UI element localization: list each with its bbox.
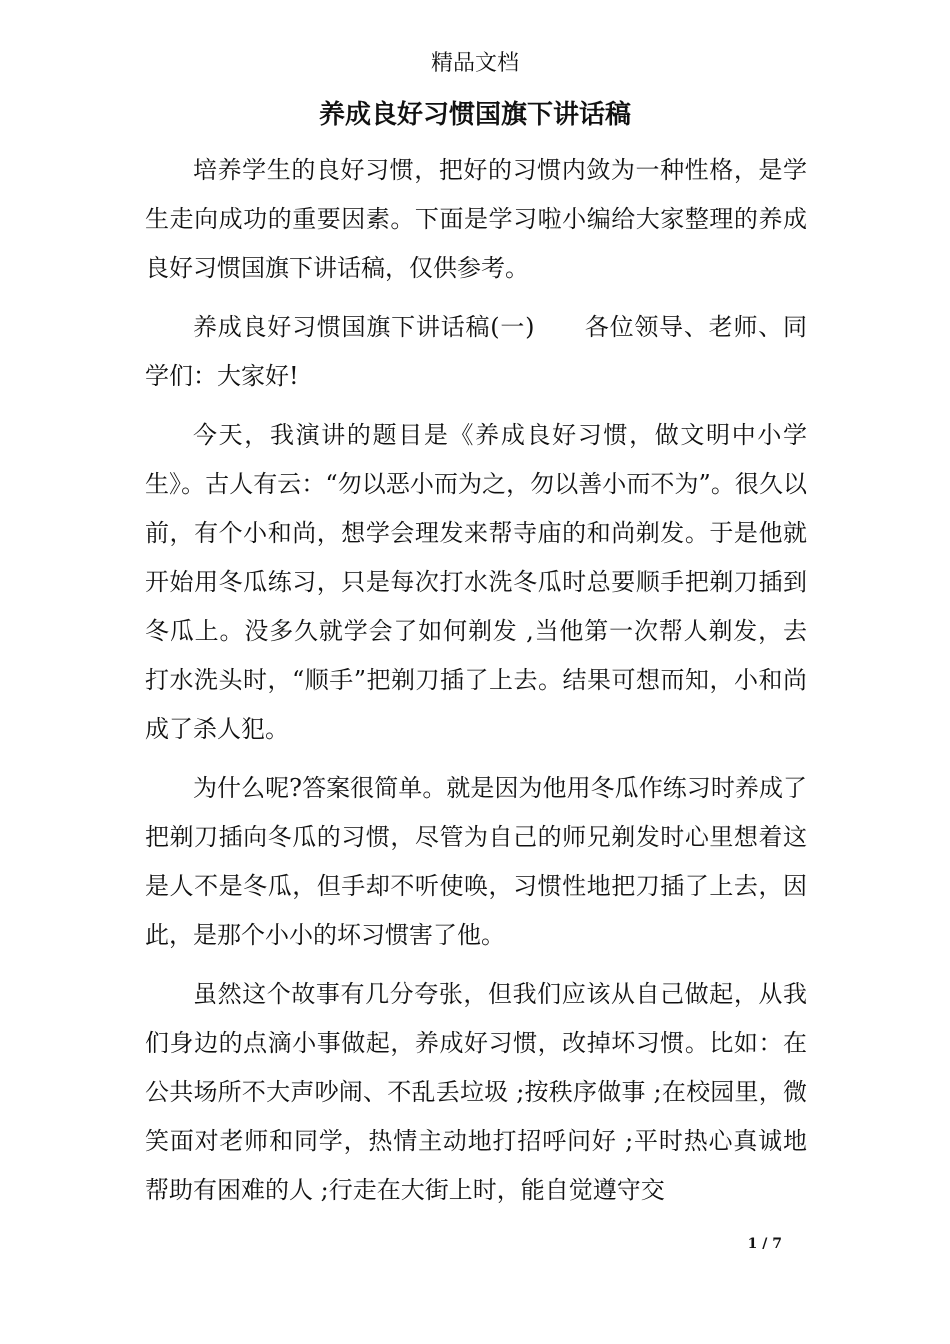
paragraph-1: 培养学生的良好习惯，把好的习惯内敛为一种性格，是学生走向成功的重要因素。下面是学习啦小编给大家整理的养成良好习惯国旗下讲话稿，仅供参考。 xyxy=(145,156,807,282)
paragraph-4: 为什么呢?答案很简单。就是因为他用冬瓜作练习时养成了把剃刀插向冬瓜的习惯，尽管为自己的师兄剃发时心里想着这是人不是冬瓜，但手却不听使唤，习惯性地把刀插了上去，因此，是那个小小的坏习惯害了他。 xyxy=(145,774,807,949)
paragraph-5: 虽然这个故事有几分夸张，但我们应该从自己做起，从我们身边的点滴小事做起，养成好习惯，改掉坏习惯。比如：在公共场所不大声吵闹、不乱丢垃圾 ;按秩序做事 ;在校园里，微笑面对老师和同学，热情主动地打招呼问好 ;平时热心真诚地帮助有困难的人 ;行走在大街上时，能自觉遵守交 xyxy=(145,980,807,1204)
paragraph-3: 今天，我演讲的题目是《养成良好习惯，做文明中小学生》。古人有云：“勿以恶小而为之，勿以善小而不为”。很久以前，有个小和尚，想学会理发来帮寺庙的和尚剃发。于是他就开始用冬瓜练习，只是每次打水洗冬瓜时总要顺手把剃刀插到冬瓜上。没多久就学会了如何剃发 ,当他第一次帮人剃发，去打水洗头时，“顺手”把剃刀插了上去。结果可想而知，小和尚成了杀人犯。 xyxy=(145,421,807,743)
page-header: 精品文档 xyxy=(430,51,519,76)
document-body xyxy=(145,146,807,1225)
document-title: 养成良好习惯国旗下讲话稿 xyxy=(318,100,631,130)
paragraph-2: 养成良好习惯国旗下讲话稿(一) 各位领导、老师、同学们：大家好! xyxy=(145,313,807,390)
page-number: 1 / 7 xyxy=(747,1236,782,1252)
